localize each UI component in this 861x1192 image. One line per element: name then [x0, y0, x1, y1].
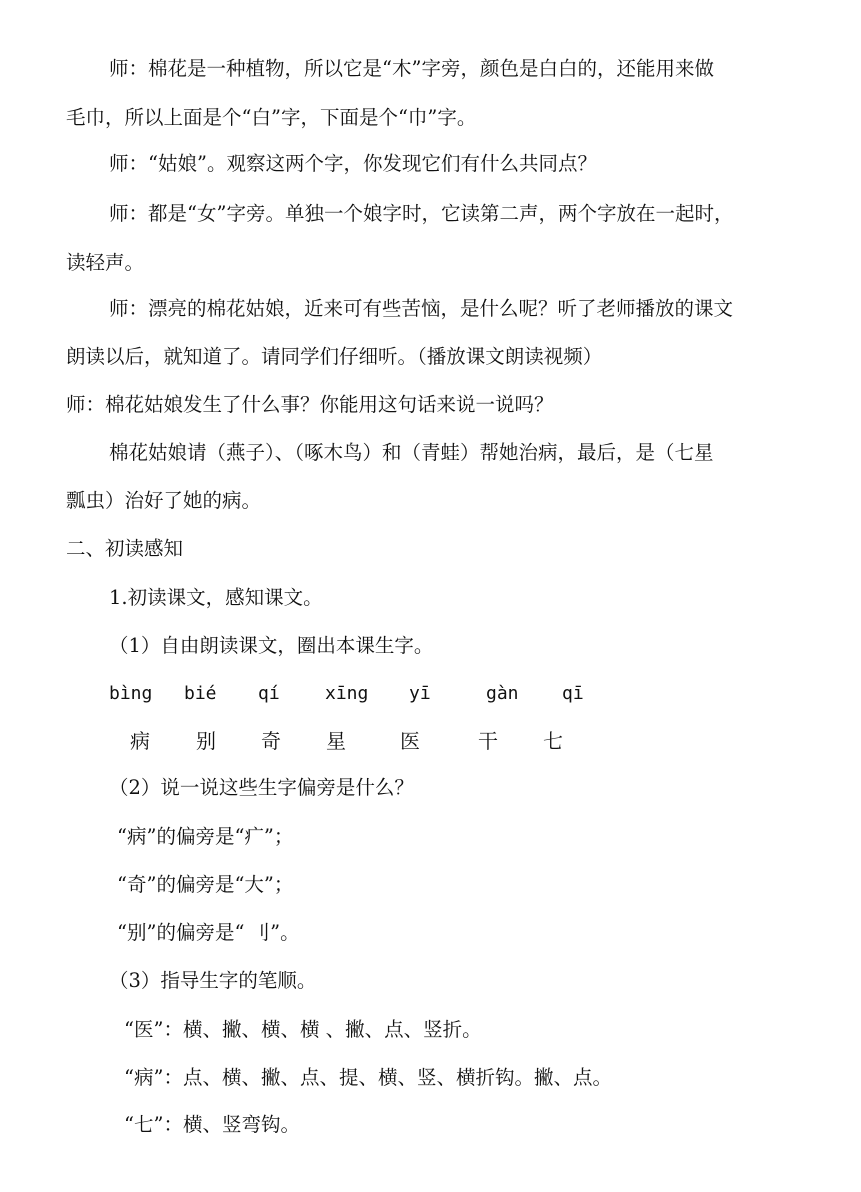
list-subitem: （2）说一说这些生字偏旁是什么？ [109, 776, 414, 799]
paragraph-line: 朗读以后，就知道了。请同学们仔细听。（播放课文朗读视频） [66, 345, 603, 368]
pinyin-label: qī [562, 683, 584, 704]
radical-line: “奇”的偏旁是“大”； [117, 873, 294, 896]
character-label: 别 [196, 729, 216, 753]
paragraph-line: 瓢虫）治好了她的病。 [66, 489, 262, 512]
character-label: 星 [326, 729, 346, 753]
character-label: 七 [543, 729, 563, 753]
section-heading: 二、初读感知 [66, 537, 184, 560]
pinyin-label: bìng [109, 683, 153, 704]
list-subitem: （1）自由朗读课文，圈出本课生字。 [109, 634, 434, 657]
stroke-order-line: “病”：点、横、撇、点、提、横、竖、横折钩。撇、点。 [124, 1066, 612, 1089]
paragraph-line: 师：漂亮的棉花姑娘，近来可有些苦恼，是什么呢？听了老师播放的课文 [109, 297, 734, 320]
pinyin-label: bié [184, 683, 217, 704]
character-label: 医 [400, 729, 420, 753]
paragraph-line: 师：棉花是一种植物，所以它是“木”字旁，颜色是白白的，还能用来做 [109, 57, 714, 80]
character-label: 干 [478, 729, 498, 753]
stroke-order-line: “七”：横、竖弯钩。 [124, 1113, 300, 1136]
radical-line: “病”的偏旁是“疒”； [117, 825, 294, 848]
paragraph-line: 毛巾，所以上面是个“白”字，下面是个“巾”字。 [66, 106, 477, 129]
character-label: 奇 [261, 729, 281, 753]
pinyin-label: gàn [486, 683, 519, 704]
paragraph-line: 师：棉花姑娘发生了什么事？你能用这句话来说一说吗？ [66, 393, 554, 416]
pinyin-label: xīng [325, 683, 369, 704]
stroke-order-line: “医”：横、撇、横、横 、撇、点、竖折。 [124, 1018, 482, 1041]
character-label: 病 [130, 729, 150, 753]
paragraph-line: 师：“姑娘”。观察这两个字，你发现它们有什么共同点？ [109, 152, 597, 175]
list-item: 1.初读课文，感知课文。 [109, 586, 323, 609]
paragraph-line: 读轻声。 [66, 251, 145, 274]
pinyin-label: qí [258, 683, 280, 704]
list-subitem: （3）指导生字的笔顺。 [109, 969, 317, 992]
paragraph-line: 棉花姑娘请（燕子）、（啄木鸟）和（青蛙）帮她治病，最后，是（七星 [109, 441, 714, 464]
paragraph-line: 师：都是“女”字旁。单独一个娘字时，它读第二声，两个字放在一起时， [109, 202, 734, 225]
radical-line: “别”的偏旁是“ 刂”。 [117, 921, 300, 944]
pinyin-label: yī [409, 683, 431, 704]
